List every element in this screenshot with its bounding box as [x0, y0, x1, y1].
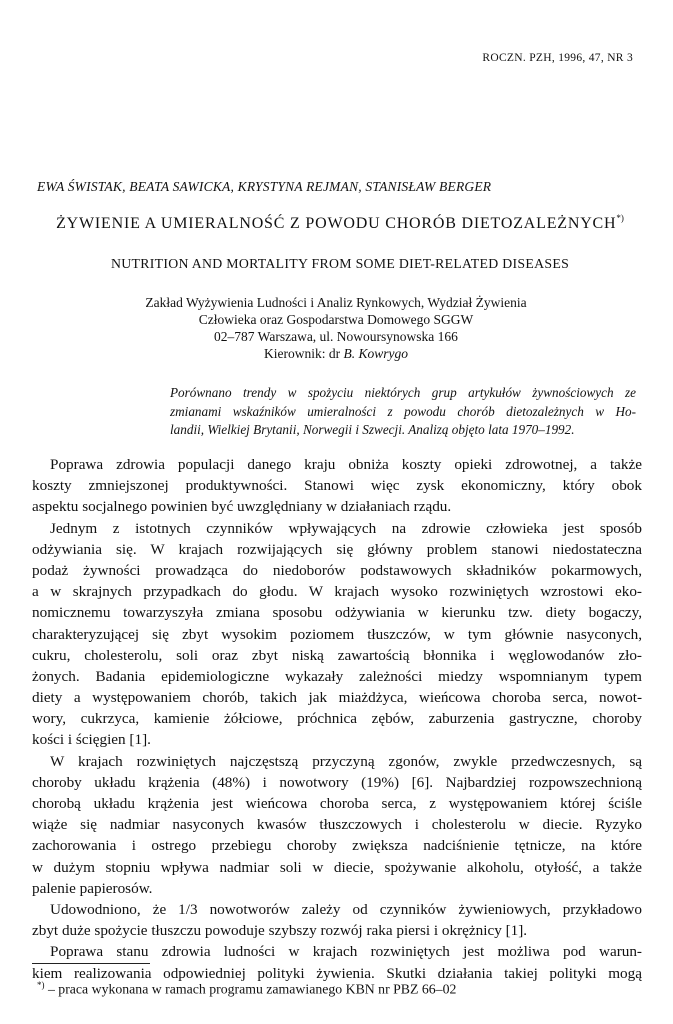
body-line: aspektu socjalnego powinien być uwzględniany w działaniach rządu. [32, 498, 452, 516]
body-line: diety a występowaniem chorób, takich jak miażdżyca, wieńcowa choroba serca, nowot- [32, 689, 642, 707]
body-line: wory, cukrzyca, kamienie żółciowe, próchnica zębów, zaburzenia gastryczne, choroby [32, 710, 642, 728]
body-line: podaż żywności prowadząca do niedoborów podstawowych składników pokarmowych, [32, 561, 642, 579]
affiliation-line: Człowieka oraz Gospodarstwa Domowego SGGW [198, 312, 474, 327]
affiliation-head-label: Kierownik: dr [264, 346, 344, 361]
body-line: koszty zmniejszonej produktywności. Stanowi więc zysk ekonomiczny, który obok [32, 477, 642, 495]
footnote-rule [32, 963, 150, 964]
body-line: Jednym z istotnych czynników wpływających na zdrowie człowieka jest sposób [50, 519, 642, 537]
footnote [37, 980, 637, 998]
body-line: charakteryzującej się zbyt wysokim poziomem tłuszczów, w tym głównie nasyconych, [32, 625, 642, 643]
body-line: wiąże się nadmiar nasyconych kwasów tłuszczowych i cholesterolu w diecie. Ryzyko [32, 816, 642, 834]
affiliation-address: 02–787 Warszawa, ul. Nowoursynowska 166 [214, 329, 458, 344]
body-line: zachorowania i ostrego przebiegu choroby zwiększa nadciśnienie tętnicze, na które [32, 837, 642, 855]
footnote-text: – praca wykonana w ramach programu zamawianego KBN nr PBZ 66–02 [44, 981, 457, 997]
abstract-line: landii, Wielkiej Brytanii, Norwegii i Szwecji. Analizą objęto lata 1970–1992. [170, 422, 575, 437]
authors-line: EWA ŚWISTAK, BEATA SAWICKA, KRYSTYNA REJMAN, STANISŁAW BERGER [37, 179, 492, 194]
title-footnote-marker[interactable]: *) [616, 213, 624, 223]
body-line: w dużym stopniu wpływa nadmiar soli w diecie, spożywanie alkoholu, otyłość, a także [32, 858, 642, 876]
affiliation-head [96, 345, 576, 362]
body-line: zbyt duże spożycie tłuszczu powoduje szybszy rozwój raka piersi i okrężnicy [1]. [32, 922, 528, 940]
abstract [170, 384, 636, 440]
body-line: nomicznemu towarzyszyła zmiana sposobu odżywiania w kierunku tzw. diety bogaczy, [32, 604, 642, 622]
body-line: Poprawa zdrowia populacji danego kraju obniża koszty opieki zdrowotnej, a także [50, 456, 642, 473]
footnote-marker: *) [37, 980, 45, 990]
body-line: cukru, cholesterolu, soli oraz zbyt niską zawartością błonnika i węglowodanów zło- [32, 646, 642, 664]
abstract-line: zmianami wskaźników umieralności z powodu chorób dietozależnych w Ho- [170, 403, 636, 419]
affiliation-line: Zakład Wyżywienia Ludności i Analiz Rynkowych, Wydział Żywienia [145, 295, 527, 310]
body-line: żonych. Badania epidemiologiczne wykazały zależności miedzy wspomnianym typem [32, 667, 642, 685]
body-line: kości i ścięgien [1]. [32, 731, 151, 749]
body-line: Udowodniono, że 1/3 nowotworów zależy od czynników żywieniowych, przykładowo [50, 900, 642, 918]
body-line: palenie papierosów. [32, 879, 153, 897]
body-line: W krajach rozwiniętych najczęstszą przyczyną zgonów, zwykle przedwczesnych, są [50, 752, 642, 770]
affiliation-head-name: B. Kowrygo [343, 346, 408, 361]
body-line: Poprawa stanu zdrowia ludności w krajach rozwiniętych jest możliwa pod warun- [50, 943, 642, 961]
title-english: NUTRITION AND MORTALITY FROM SOME DIET-RELATED DISEASES [110, 256, 570, 271]
body-line: kiem realizowania odpowiedniej polityki żywienia. Skutki działania takiej polityki mogą [32, 964, 642, 982]
body-text [32, 454, 642, 984]
body-line: odżywiania się. W krajach rozwijających się główny problem stanowi niedostateczna [32, 540, 642, 558]
body-line: choroby układu krążenia (48%) i nowotwory (19%) [6]. Najbardziej rozpowszechnioną [32, 773, 642, 791]
journal-reference: ROCZN. PZH, 1996, 47, NR 3 [482, 52, 633, 64]
title-polish-text: ŻYWIENIE A UMIERALNOŚĆ Z POWODU CHORÓB DIETOZALEŻNYCH [56, 215, 617, 232]
affiliation-block [96, 294, 576, 362]
body-line: a w skrajnych przypadkach do głodu. W krajach wysoko rozwiniętych wzrostowi eko- [32, 583, 642, 601]
abstract-line: Porównano trendy w spożyciu niektórych grup artykułów żywnościowych ze [170, 385, 636, 400]
body-line: chorobą układu krążenia jest wieńcowa choroba serca, z występowaniem której ściśle [32, 795, 642, 812]
title-polish [20, 215, 660, 233]
